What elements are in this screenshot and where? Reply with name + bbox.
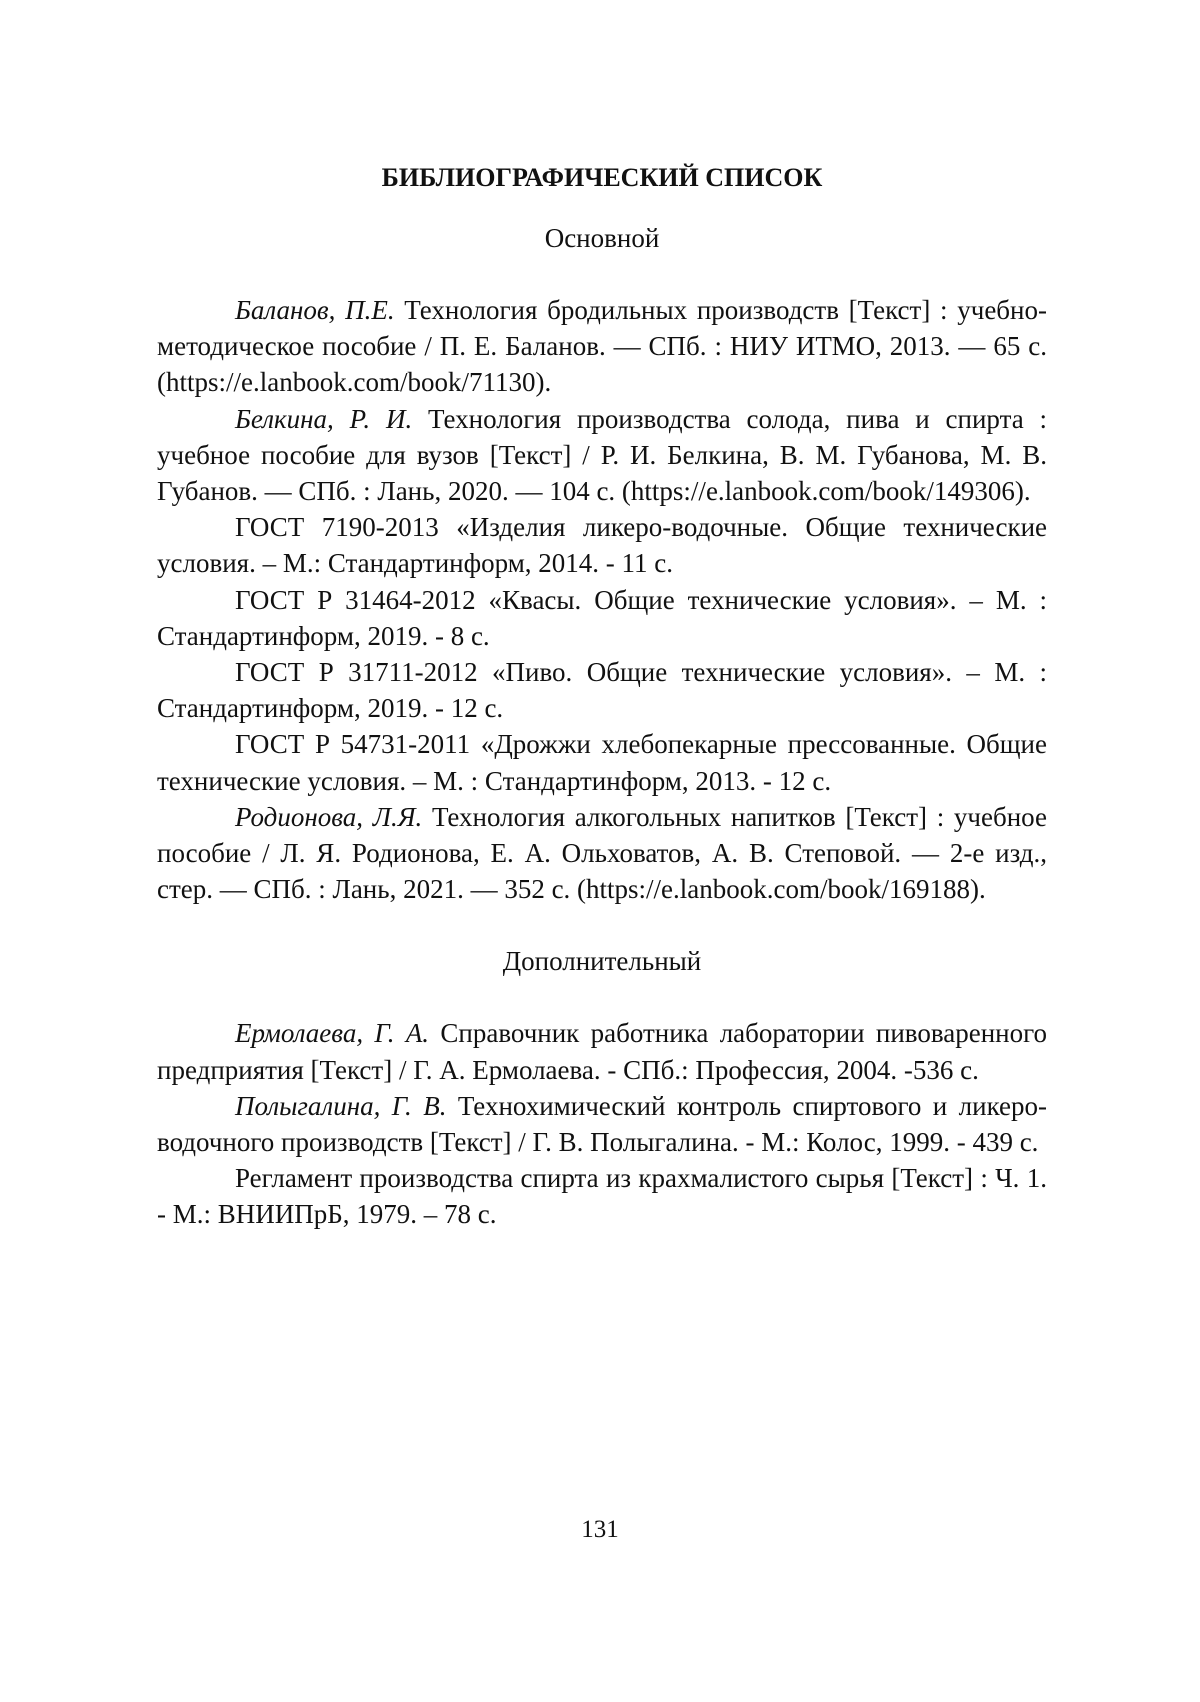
reference-author: Баланов, П.Е. [235, 295, 395, 325]
reference-item [157, 1015, 1047, 1087]
reference-text: ГОСТ Р 31464-2012 «Квасы. Общие технические условия». – М. : Стандартинформ, 2019. - 8 с. [157, 584, 1047, 651]
page-body [157, 160, 1047, 1233]
reference-text: Справочник работника лаборатории пивоваренного предприятия [Текст] / Г. А. Ермолаева. - СПб.: Профессия, 2004. -536 с. [157, 1018, 1047, 1085]
section-heading-additional: Дополнительный [502, 946, 702, 977]
reference-text: Регламент производства спирта из крахмалистого сырья [Текст] : Ч. 1. - М.: ВНИИПрБ, 1979. – 78 с. [157, 1163, 1047, 1230]
reference-text: Технохимический контроль спиртового и ликеро-водочного производств [Текст] / Г. В. Полыгалина. - М.: Колос, 1999. - 439 с. [157, 1090, 1047, 1158]
reference-item [157, 799, 1047, 908]
reference-text: Технология производства солода, пива и спирта : учебное пособие для вузов [Текст] / Р. И. Белкина, В. М. Губанова, М. В. Губанов. — СПб. : Лань, 2020. — 104 с. (https://e.lanbook.com/book/149306). [157, 403, 1048, 507]
reference-item [157, 1088, 1047, 1160]
reference-author: Белкина, Р. И. [235, 403, 413, 434]
page-title: БИБЛИОГРАФИЧЕСКИЙ СПИСОК [381, 163, 823, 192]
reference-item [157, 292, 1047, 401]
reference-author: Ермолаева, Г. А. [235, 1018, 430, 1049]
reference-item [157, 726, 1047, 798]
reference-item [157, 509, 1047, 581]
reference-item [157, 582, 1047, 654]
reference-text: Технология алкогольных напитков [Текст] : учебное пособие / Л. Я. Родионова, Е. А. Ольховатов, А. В. Степовой. — 2-е изд., стер. — СПб. : Лань, 2021. — 352 с. (https://e.lanbook.com/book/169188). [157, 801, 1047, 905]
reference-text: ГОСТ Р 31711-2012 «Пиво. Общие технические условия». – М. : Стандартинформ, 2019. - 12 с. [157, 657, 1047, 724]
reference-text: ГОСТ 7190-2013 «Изделия ликеро-водочные. Общие технические условия. – М.: Стандартинформ, 2014. - 11 с. [157, 512, 1047, 579]
reference-item [157, 1160, 1047, 1232]
reference-item [157, 401, 1047, 510]
reference-text: ГОСТ Р 54731-2011 «Дрожжи хлебопекарные прессованные. Общие технические условия. – М. : Стандартинформ, 2013. - 12 с. [157, 729, 1047, 796]
page-number: 131 [581, 1516, 619, 1543]
section-heading-main: Основной [544, 223, 660, 253]
reference-author: Полыгалина, Г. В. [235, 1090, 447, 1121]
reference-item [157, 654, 1047, 726]
reference-text: Технология бродильных производств [Текст] : учебно-методическое пособие / П. Е. Баланов. — СПб. : НИУ ИТМО, 2013. — 65 с. (https://e.lanbook.com/book/71130). [157, 295, 1047, 398]
reference-author: Родионова, Л.Я. [235, 801, 423, 832]
